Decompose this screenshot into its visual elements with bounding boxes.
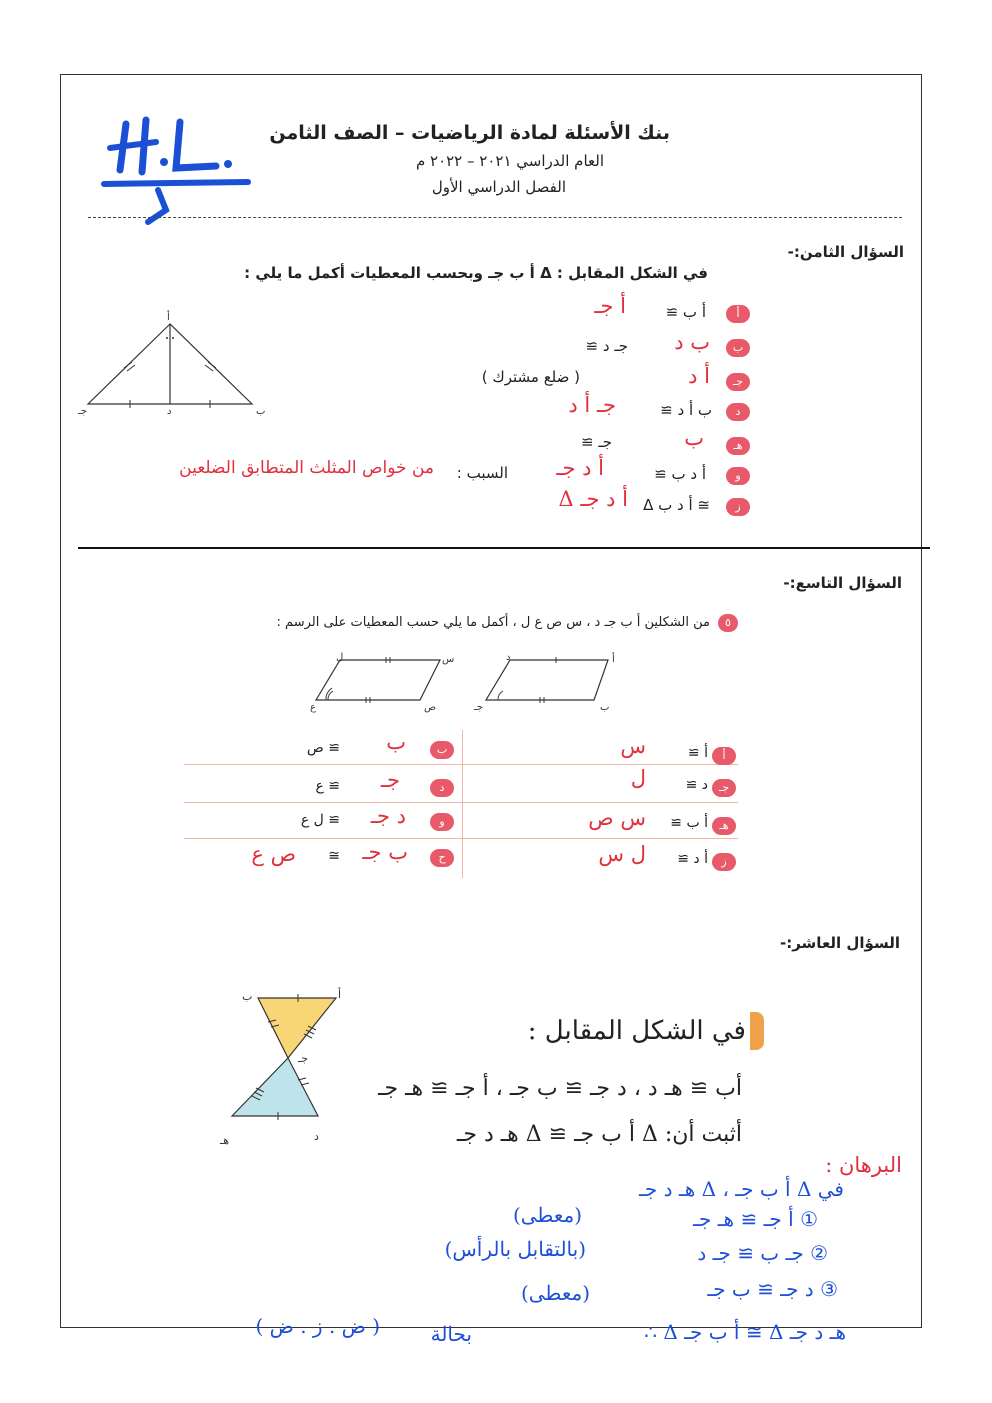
q10-label-d: د bbox=[314, 1130, 319, 1143]
q8-answer-2: ب د bbox=[674, 330, 710, 354]
q10-label-h: هـ bbox=[220, 1134, 230, 1147]
q9-r-answer-4: ل س bbox=[598, 842, 646, 866]
q10-proof-reason-3: (بالتقابل بالرأس) bbox=[444, 1237, 586, 1261]
q8-badge-6: و bbox=[726, 467, 750, 485]
q9-l-answer-4: ب جـ bbox=[362, 840, 408, 864]
q8-label-a: أ bbox=[167, 312, 170, 323]
q8-given-4: ب أ د ≅ bbox=[660, 401, 712, 419]
q8-badge-7: ز bbox=[726, 498, 750, 516]
q9-r-answer-2: ل bbox=[630, 766, 646, 790]
q10-heading: في الشكل المقابل : bbox=[527, 1016, 746, 1046]
q10-proof-line-3: ② جـ ب ≅ جـ د bbox=[697, 1241, 828, 1265]
q10-badge bbox=[750, 1012, 764, 1050]
q10-proof-title: البرهان : bbox=[825, 1153, 902, 1177]
section-divider bbox=[78, 547, 930, 549]
q8-reason-label: السبب : bbox=[456, 464, 508, 482]
q8-answer-4: جـ أ د bbox=[568, 393, 616, 417]
q8-answer-7: Δ أ د جـ bbox=[558, 487, 628, 511]
q9-r-answer-1: س bbox=[620, 734, 646, 758]
q8-label-c: جـ bbox=[78, 406, 88, 417]
q9-title: السؤال التاسع:- bbox=[783, 574, 902, 592]
q9-l-given-4: ≅ bbox=[328, 848, 340, 864]
q9-column-rule bbox=[462, 730, 463, 878]
q8-label-b: ب bbox=[256, 406, 266, 417]
q8-badge-2: ب bbox=[726, 339, 750, 357]
q9-l-badge-3: و bbox=[430, 813, 454, 831]
q10-conclusion: ∴ Δ أ ب جـ ≅ Δ هـ د جـ bbox=[644, 1320, 846, 1344]
q9-r-given-2: د ≅ bbox=[685, 777, 708, 793]
header-divider bbox=[88, 217, 902, 218]
q9-r-given-1: أ ≅ bbox=[687, 745, 708, 761]
q10-label-c: جـ bbox=[298, 1052, 309, 1065]
q9-row-rule-3 bbox=[184, 838, 738, 839]
q9-label-d: د bbox=[506, 652, 511, 663]
q8-answer-6: أ د جـ bbox=[556, 456, 604, 480]
term: الفصل الدراسي الأول bbox=[431, 178, 566, 196]
q9-r-badge-2: جـ bbox=[712, 779, 736, 797]
q9-l-badge-2: د bbox=[430, 779, 454, 797]
q8-given-7: Δ أ د ب ≅ bbox=[643, 496, 710, 514]
q8-answer-5: ب bbox=[684, 426, 704, 450]
q10-proof-line-4: ③ د جـ ≅ ب جـ bbox=[707, 1277, 838, 1301]
q8-given-1: أ ب ≅ bbox=[665, 303, 706, 321]
q10-case: ( ض . ز . ض ) bbox=[255, 1314, 380, 1338]
q9-row-rule-1 bbox=[184, 764, 738, 765]
q9-r-badge-1: أ bbox=[712, 747, 736, 765]
q8-badge-1: أ bbox=[726, 305, 750, 323]
q8-triangle-figure bbox=[72, 308, 272, 418]
q10-label-a: أ bbox=[338, 988, 342, 1001]
q10-case-label: بحالة bbox=[430, 1322, 472, 1346]
q9-l-given-3: ≅ ل ع bbox=[300, 812, 340, 828]
q10-proof-reason-2: (معطى) bbox=[512, 1203, 582, 1227]
q9-r-given-3: أ ب ≅ bbox=[670, 815, 708, 831]
q9-l-given-2: ≅ ع bbox=[315, 778, 340, 794]
q8-answer-3: أ د bbox=[688, 364, 710, 388]
q8-reason: من خواص المثلث المتطابق الضلعين bbox=[179, 458, 434, 478]
q8-note-3: ( ضلع مشترك ) bbox=[481, 368, 580, 386]
q8-label-d: د bbox=[167, 406, 172, 417]
q8-badge-5: هـ bbox=[726, 437, 750, 455]
q9-label-e: ع bbox=[310, 702, 316, 713]
q10-prove: أثبت أن: Δ أ ب جـ ≅ Δ هـ د جـ bbox=[456, 1122, 742, 1147]
q10-proof-line-1: في Δ أ ب جـ ، Δ هـ د جـ bbox=[639, 1177, 844, 1201]
q8-answer-1: أ جـ bbox=[594, 294, 626, 318]
q8-badge-4: د bbox=[726, 403, 750, 421]
q9-l-answer-2: جـ bbox=[380, 768, 400, 792]
q9-label-b: ب bbox=[600, 702, 610, 713]
q8-given-6: أ د ب ≅ bbox=[654, 465, 706, 483]
q9-label-l: ل bbox=[336, 652, 344, 663]
q9-label-s: س bbox=[442, 654, 455, 665]
q9-parallelograms bbox=[300, 650, 630, 715]
q9-r-badge-3: هـ bbox=[712, 817, 736, 835]
q9-l-badge-1: ب bbox=[430, 741, 454, 759]
q8-given-2: جـ د ≅ bbox=[585, 337, 628, 355]
q9-r-given-4: أ د ≅ bbox=[677, 851, 708, 867]
academic-year: العام الدراسي ٢٠٢١ – ٢٠٢٢ م bbox=[415, 152, 604, 170]
q9-r-badge-4: ز bbox=[712, 853, 736, 871]
q10-proof-line-2: ① أ جـ ≅ هـ جـ bbox=[693, 1207, 818, 1231]
q9-l-answer-3: د جـ bbox=[370, 804, 406, 828]
q10-proof-reason-4: (معطى) bbox=[520, 1281, 590, 1305]
q8-given-5: جـ ≅ bbox=[580, 433, 612, 451]
q9-badge: ٥ bbox=[718, 614, 738, 632]
q9-intro: من الشكلين أ ب جـ د ، س ص ع ل ، أكمل ما يلي حسب المعطيات على الرسم : bbox=[276, 615, 710, 630]
q10-label-b: ب bbox=[242, 990, 253, 1003]
doc-title: بنك الأسئلة لمادة الرياضيات – الصف الثامن bbox=[269, 122, 670, 144]
q10-title: السؤال العاشر:- bbox=[780, 934, 900, 952]
q8-badge-3: جـ bbox=[726, 373, 750, 391]
q9-r-answer-3: س ص bbox=[588, 806, 646, 830]
q10-givens: أب ≅ هـ د ، د جـ ≅ ب جـ ، أ جـ ≅ هـ جـ bbox=[378, 1076, 742, 1101]
q9-row-rule-2 bbox=[184, 802, 738, 803]
q9-l-answer2-4: ص ع bbox=[251, 842, 296, 866]
q9-l-given-1: ≅ ص bbox=[306, 740, 340, 756]
logo-signature bbox=[98, 112, 258, 232]
q9-l-badge-4: ح bbox=[430, 849, 454, 867]
q8-title: السؤال الثامن:- bbox=[787, 243, 904, 261]
q9-label-a: أ bbox=[612, 654, 615, 665]
q9-l-answer-1: ب bbox=[386, 730, 406, 754]
q8-intro: في الشكل المقابل : Δ أ ب جـ وبحسب المعطيات أكمل ما يلي : bbox=[244, 264, 708, 282]
q9-label-c: جـ bbox=[474, 702, 484, 713]
q10-hourglass-figure bbox=[218, 980, 348, 1150]
q9-label-p: ص bbox=[424, 702, 437, 713]
